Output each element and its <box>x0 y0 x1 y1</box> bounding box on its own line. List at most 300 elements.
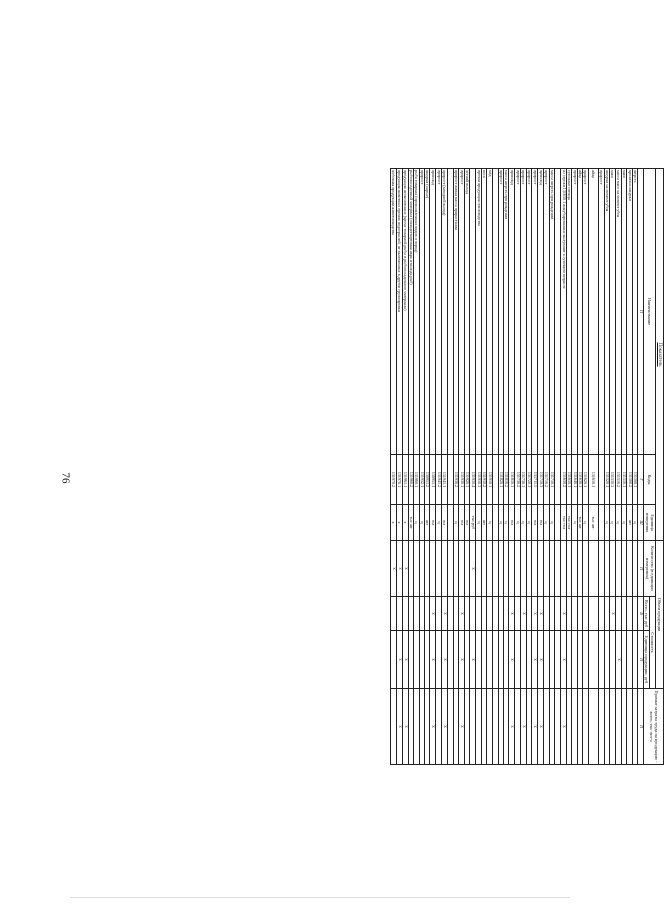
table-row <box>419 169 424 765</box>
row-total: х <box>538 597 544 631</box>
row-code: 131510.1 <box>621 455 626 505</box>
row-name: прирост <box>515 169 520 455</box>
table-row <box>509 169 515 765</box>
row-direct-costs <box>515 689 520 765</box>
row-total <box>414 597 419 631</box>
row-total: х <box>430 597 436 631</box>
row-unit: х <box>396 505 402 541</box>
row-code: 130951.1 <box>430 455 436 505</box>
row-code: 131500.2 <box>627 455 632 505</box>
row-unit-price: х <box>396 631 402 689</box>
row-quantity <box>408 541 413 597</box>
row-name <box>492 169 498 455</box>
row-direct-costs <box>390 689 396 765</box>
row-name: прирост живая масса прирастания <box>453 169 458 455</box>
table-row <box>627 169 632 765</box>
row-total <box>604 597 609 631</box>
row-unit: ц <box>549 505 554 541</box>
row-name: прочая продукция пчеловодства <box>476 169 481 455</box>
row-unit-price <box>481 631 486 689</box>
row-direct-costs <box>627 689 632 765</box>
column-number-row <box>638 169 644 765</box>
table-row <box>538 169 544 765</box>
row-unit <box>598 505 604 541</box>
row-total <box>549 597 554 631</box>
row-name: продукция животных прочих подотраслей, не включенных в другие группировки <box>396 169 402 455</box>
row-quantity <box>561 541 567 597</box>
row-total <box>436 597 441 631</box>
row-code: 131970.1 <box>396 455 402 505</box>
row-direct-costs <box>424 689 429 765</box>
row-name: масса мясо на момент убоя <box>615 169 621 455</box>
row-quantity <box>465 541 470 597</box>
row-unit-price <box>498 631 503 689</box>
table-row <box>515 169 520 765</box>
row-direct-costs <box>555 689 561 765</box>
row-quantity <box>615 541 621 597</box>
row-direct-costs <box>577 689 582 765</box>
row-unit: гол <box>430 505 436 541</box>
row-direct-costs: х <box>561 689 567 765</box>
row-name: прирост <box>459 169 465 455</box>
row-direct-costs <box>598 689 604 765</box>
row-unit: ц <box>436 505 441 541</box>
column-number: П <box>638 169 644 455</box>
row-unit-price <box>632 631 637 689</box>
row-quantity <box>492 541 498 597</box>
row-code: 131960.1 <box>414 455 419 505</box>
table-row <box>561 169 567 765</box>
table-row <box>470 169 476 765</box>
row-name: мясо <box>621 169 626 455</box>
table-row <box>549 169 554 765</box>
row-unit: ц <box>621 505 626 541</box>
row-unit-price: х <box>509 631 515 689</box>
row-unit: гол <box>509 505 515 541</box>
row-unit: ц <box>453 505 458 541</box>
row-code: 131730.1 <box>520 455 526 505</box>
row-code: 131650.1 <box>567 455 572 505</box>
row-name: приплод <box>509 169 515 455</box>
row-total <box>424 597 429 631</box>
row-name: летний выход <box>465 169 470 455</box>
row-quantity <box>504 541 509 597</box>
column-number: П <box>638 541 644 597</box>
row-name: прирост <box>532 169 538 455</box>
row-quantity <box>515 541 520 597</box>
row-direct-costs <box>615 689 621 765</box>
row-quantity <box>544 541 549 597</box>
table-row <box>572 169 577 765</box>
row-total <box>465 597 470 631</box>
rotated-table-frame <box>146 168 664 764</box>
row-quantity <box>572 541 577 597</box>
row-unit: х <box>390 505 396 541</box>
row-direct-costs: х <box>441 689 447 765</box>
column-number: Г <box>638 455 644 505</box>
page-number: 76 <box>59 472 72 484</box>
row-name: воск <box>481 169 486 455</box>
row-code: 131500.1 <box>632 455 637 505</box>
table-row <box>481 169 486 765</box>
row-unit-price <box>504 631 509 689</box>
table-row <box>487 169 492 765</box>
row-quantity <box>577 541 582 597</box>
row-unit-price <box>447 631 453 689</box>
table-row <box>621 169 626 765</box>
row-direct-costs: х <box>459 689 465 765</box>
row-total <box>577 597 582 631</box>
row-unit: ц <box>476 505 481 541</box>
row-total <box>572 597 577 631</box>
table-row <box>430 169 436 765</box>
row-code: 131640.1 <box>572 455 577 505</box>
row-quantity <box>453 541 458 597</box>
row-name: прирост <box>436 169 441 455</box>
scan-edge-line <box>70 897 570 898</box>
row-unit-price <box>515 631 520 689</box>
row-unit-price <box>520 631 526 689</box>
row-quantity <box>526 541 531 597</box>
row-direct-costs <box>481 689 486 765</box>
row-direct-costs <box>567 689 572 765</box>
row-code <box>492 455 498 505</box>
row-direct-costs <box>470 689 476 765</box>
row-total <box>492 597 498 631</box>
row-name: шкурки (сырые) <box>424 169 429 455</box>
row-direct-costs: х <box>402 689 408 765</box>
row-unit <box>447 505 453 541</box>
row-code: 131920.1 <box>465 455 470 505</box>
table-row <box>532 169 538 765</box>
row-direct-costs <box>583 689 588 765</box>
row-unit-price <box>419 631 424 689</box>
row-unit-price <box>598 631 604 689</box>
row-unit-price <box>627 631 632 689</box>
row-quantity <box>509 541 515 597</box>
table-row <box>632 169 637 765</box>
table-body <box>390 169 637 765</box>
row-quantity: х <box>402 541 408 597</box>
row-total: х <box>441 597 447 631</box>
row-unit-price <box>609 631 615 689</box>
row-quantity <box>498 541 503 597</box>
row-unit-price <box>583 631 588 689</box>
table-row <box>436 169 441 765</box>
row-total <box>588 597 598 631</box>
row-unit-price <box>526 631 531 689</box>
row-quantity <box>436 541 441 597</box>
row-quantity <box>487 541 492 597</box>
row-name: прирост <box>526 169 531 455</box>
row-total <box>447 597 453 631</box>
row-name: приплод <box>430 169 436 455</box>
row-code: 131970.2 <box>390 455 396 505</box>
row-direct-costs <box>453 689 458 765</box>
row-unit-price: х <box>561 631 567 689</box>
row-total <box>481 597 486 631</box>
row-total <box>598 597 604 631</box>
row-unit: шт <box>424 505 429 541</box>
row-code: 131820.1 <box>498 455 503 505</box>
row-direct-costs <box>476 689 481 765</box>
row-code: 131910.2 <box>481 455 486 505</box>
row-direct-costs: х <box>509 689 515 765</box>
row-code: 131520.1 <box>604 455 609 505</box>
row-unit-price: х <box>402 631 408 689</box>
row-unit-price <box>414 631 419 689</box>
row-quantity <box>604 541 609 597</box>
row-unit-price <box>549 631 554 689</box>
table-row <box>408 169 413 765</box>
row-code: 131960.2 <box>408 455 413 505</box>
row-quantity <box>441 541 447 597</box>
row-total <box>544 597 549 631</box>
table-row <box>476 169 481 765</box>
row-code: 131710.1 <box>549 455 554 505</box>
volume-header: Объем продукции <box>656 541 664 689</box>
row-name: прирост (заводной выход) <box>441 169 447 455</box>
row-quantity <box>621 541 626 597</box>
table-row <box>577 169 582 765</box>
table-row <box>396 169 402 765</box>
row-unit: ц <box>572 505 577 541</box>
row-unit: шт <box>481 505 486 541</box>
row-total: х <box>459 597 465 631</box>
row-quantity <box>555 541 561 597</box>
row-unit-price <box>436 631 441 689</box>
row-total <box>498 597 503 631</box>
row-name: рыба товарная (промышленных видов и пород) <box>414 169 419 455</box>
row-direct-costs <box>498 689 503 765</box>
row-direct-costs <box>419 689 424 765</box>
code-header: Коды <box>644 455 656 505</box>
row-name: прирост <box>583 169 588 455</box>
row-code: 131941.1 <box>441 455 447 505</box>
row-total <box>621 597 626 631</box>
row-total <box>526 597 531 631</box>
row-direct-costs <box>572 689 577 765</box>
row-direct-costs <box>632 689 637 765</box>
row-code: 131720.1 <box>526 455 531 505</box>
row-unit: шт <box>627 505 632 541</box>
row-code: 131610.1 <box>588 455 598 505</box>
row-quantity <box>430 541 436 597</box>
row-code: 131730.2 <box>515 455 520 505</box>
table-row <box>453 169 458 765</box>
name-header: Наименование <box>644 169 656 455</box>
row-name: масса шерсть при рождении <box>504 169 509 455</box>
table-row <box>447 169 453 765</box>
table-row <box>465 169 470 765</box>
row-direct-costs <box>414 689 419 765</box>
row-unit: гол <box>459 505 465 541</box>
row-code: 131910.1 <box>487 455 492 505</box>
row-code: 131620.1 <box>583 455 588 505</box>
row-total: х <box>532 597 538 631</box>
table-row <box>492 169 498 765</box>
row-unit: гол <box>532 505 538 541</box>
row-code: 131810.1 <box>509 455 515 505</box>
row-code: 131930.1 <box>459 455 465 505</box>
table-row <box>498 169 503 765</box>
row-direct-costs: х <box>538 689 544 765</box>
data-table <box>390 168 664 765</box>
row-unit: гол <box>441 505 447 541</box>
row-unit: ц <box>604 505 609 541</box>
column-number: В <box>638 597 644 631</box>
row-code: 131952.1 <box>419 455 424 505</box>
row-unit: гол <box>538 505 544 541</box>
total-header: Всего, тыс руб <box>644 597 650 631</box>
row-name: прирост <box>498 169 503 455</box>
row-name: прирост <box>598 169 604 455</box>
row-direct-costs <box>609 689 615 765</box>
row-quantity <box>459 541 465 597</box>
row-total <box>504 597 509 631</box>
row-unit: ц <box>414 505 419 541</box>
row-direct-costs <box>408 689 413 765</box>
row-unit-price <box>555 631 561 689</box>
row-unit: ц <box>515 505 520 541</box>
quantity-header: Количество (в единицах измерения) <box>644 541 656 597</box>
row-name: шкурки на момент убоя <box>604 169 609 455</box>
row-unit <box>555 505 561 541</box>
row-quantity <box>549 541 554 597</box>
table-row <box>604 169 609 765</box>
row-quantity <box>583 541 588 597</box>
row-unit-price: х <box>441 631 447 689</box>
row-total <box>583 597 588 631</box>
row-code: 131510.3 <box>609 455 615 505</box>
row-unit-price <box>577 631 582 689</box>
row-direct-costs <box>549 689 554 765</box>
row-name: побочная продукция животноводства <box>390 169 396 455</box>
row-name: кроличьи шкурки <box>627 169 632 455</box>
row-quantity <box>609 541 615 597</box>
row-quantity <box>447 541 453 597</box>
table-row <box>424 169 429 765</box>
row-unit-price <box>492 631 498 689</box>
row-total <box>487 597 492 631</box>
row-unit: тыс гол <box>561 505 567 541</box>
row-unit-price <box>408 631 413 689</box>
indicator-header: Показатель <box>656 169 664 541</box>
table-row <box>544 169 549 765</box>
row-name: масса шерсть при рождении <box>549 169 554 455</box>
row-name <box>555 169 561 455</box>
row-total <box>567 597 572 631</box>
row-unit-price <box>453 631 458 689</box>
row-code: 130951.2 <box>424 455 429 505</box>
row-name <box>470 169 476 455</box>
direct-costs-header: Прямые затраты труда на продукцию - всего, тыс чел-ч <box>644 689 664 765</box>
row-name: мёд <box>487 169 492 455</box>
row-name: суточные птенцы <box>567 169 572 455</box>
row-unit-price <box>604 631 609 689</box>
row-total <box>632 597 637 631</box>
row-name: шерсть <box>632 169 637 455</box>
row-unit-price <box>621 631 626 689</box>
row-total <box>408 597 413 631</box>
table-row <box>459 169 465 765</box>
row-unit: ц <box>609 505 615 541</box>
column-number: Ш <box>638 505 644 541</box>
row-direct-costs <box>447 689 453 765</box>
row-quantity <box>588 541 598 597</box>
row-unit-price <box>390 631 396 689</box>
row-total: х <box>509 597 515 631</box>
row-code: 131810.2 <box>504 455 509 505</box>
row-quantity <box>598 541 604 597</box>
row-unit <box>492 505 498 541</box>
row-direct-costs <box>526 689 531 765</box>
unit-header: Единица измерения <box>644 505 656 541</box>
table-row <box>390 169 396 765</box>
table-row <box>504 169 509 765</box>
row-name: приплод <box>538 169 544 455</box>
row-total <box>402 597 408 631</box>
row-unit-price <box>544 631 549 689</box>
table-row <box>441 169 447 765</box>
row-quantity <box>481 541 486 597</box>
row-quantity <box>567 541 572 597</box>
row-total <box>453 597 458 631</box>
row-code: 131630.1 <box>577 455 582 505</box>
row-unit: ц <box>419 505 424 541</box>
row-name: прирост <box>572 169 577 455</box>
row-unit: тыс шт <box>577 505 582 541</box>
row-unit: тыс руб <box>470 505 476 541</box>
row-total <box>555 597 561 631</box>
row-direct-costs <box>492 689 498 765</box>
row-unit-price: х <box>470 631 476 689</box>
row-direct-costs <box>504 689 509 765</box>
row-code: 131510.2 <box>615 455 621 505</box>
row-code: 131711.1 <box>532 455 538 505</box>
row-code: 131710.2 <box>544 455 549 505</box>
row-name <box>447 169 453 455</box>
row-code <box>447 455 453 505</box>
unit-price-header: Единицы продукции, руб <box>644 631 650 689</box>
table-row <box>588 169 598 765</box>
row-quantity <box>627 541 632 597</box>
row-total <box>627 597 632 631</box>
row-quantity <box>520 541 526 597</box>
row-total <box>419 597 424 631</box>
table-row <box>402 169 408 765</box>
table-row <box>414 169 419 765</box>
row-name: прирост <box>544 169 549 455</box>
row-unit: ц <box>504 505 509 541</box>
row-unit: ц <box>615 505 621 541</box>
row-unit: ц <box>583 505 588 541</box>
row-code: 131910.3 <box>476 455 481 505</box>
row-unit-price: х <box>538 631 544 689</box>
row-quantity <box>476 541 481 597</box>
row-unit: ц <box>544 505 549 541</box>
row-unit-price: х <box>532 631 538 689</box>
row-unit-price: х <box>459 631 465 689</box>
row-unit: ц <box>498 505 503 541</box>
row-unit: тыс шт <box>408 505 413 541</box>
row-unit-price <box>487 631 492 689</box>
row-total <box>476 597 481 631</box>
row-quantity <box>532 541 538 597</box>
row-direct-costs <box>544 689 549 765</box>
row-direct-costs <box>621 689 626 765</box>
row-direct-costs <box>465 689 470 765</box>
